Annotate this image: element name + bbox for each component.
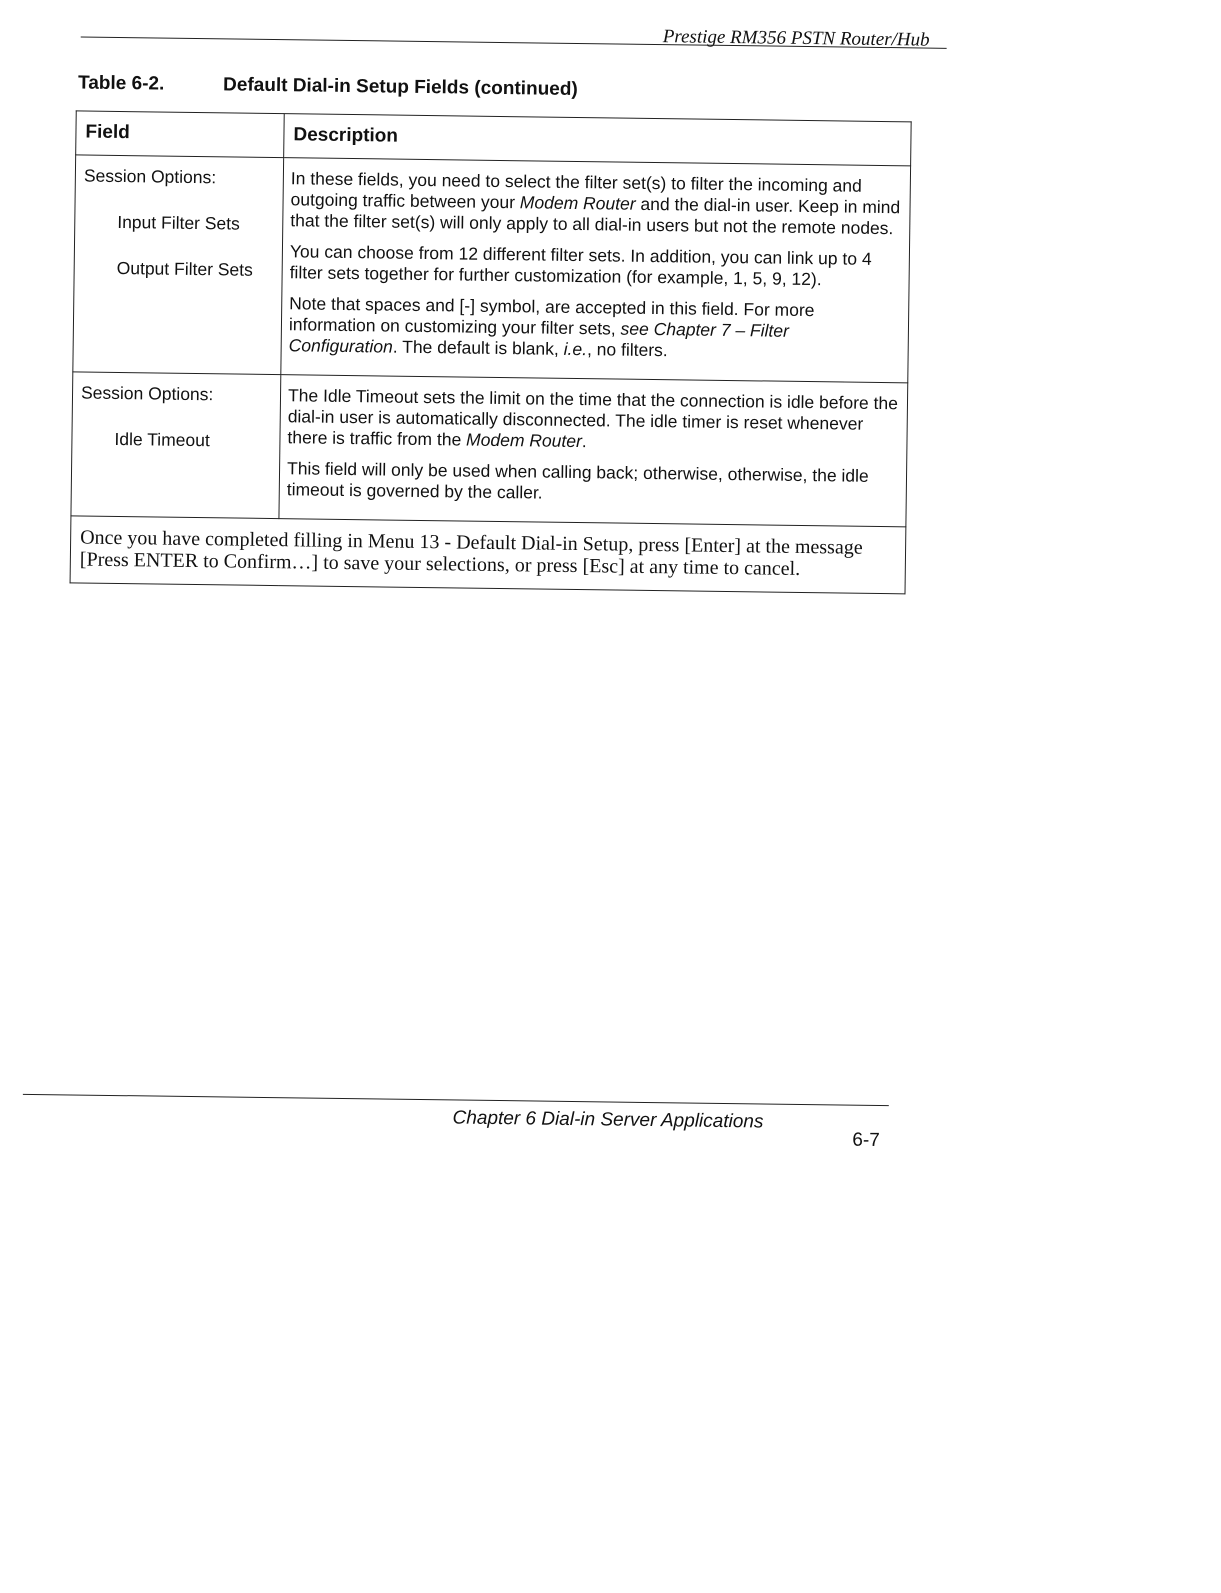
table-caption bbox=[78, 72, 578, 101]
description-cell bbox=[279, 375, 908, 527]
description-text: The Idle Timeout sets the limit on the time that the connection is idle before the dial-in user is automatically disconnected. The idle timer is reset whenever there is traffic from the bbox=[287, 385, 899, 450]
table-number: Table 6-2. bbox=[77, 72, 165, 95]
column-header-field: Field bbox=[76, 111, 285, 158]
description-text: and the dial-in user. Keep in mind that the filter set(s) will only apply to all dial-in users but not the remote nodes. bbox=[290, 193, 901, 239]
chapter-reference: see Chapter 7 – Filter Configuration bbox=[288, 318, 790, 357]
footer-chapter: Chapter 6 Dial-in Server Applications bbox=[452, 1107, 764, 1133]
description-text: Note that spaces and [-] symbol, are accepted in this field. For more information on customizing your filter sets, bbox=[288, 293, 815, 339]
table-row bbox=[71, 372, 908, 527]
subfield-output-filter-sets: Output Filter Sets bbox=[116, 257, 253, 280]
page-number: 6-7 bbox=[852, 1129, 880, 1152]
subfield-input-filter-sets: Input Filter Sets bbox=[117, 211, 240, 234]
table-title: Default Dial-in Setup Fields (continued) bbox=[222, 74, 578, 100]
description-emphasis: Modem Router bbox=[465, 429, 582, 452]
description-paragraph bbox=[290, 168, 902, 239]
fields-table bbox=[70, 110, 912, 594]
description-paragraph bbox=[287, 385, 899, 456]
description-cell bbox=[281, 158, 911, 383]
description-paragraph bbox=[289, 293, 901, 364]
running-header: Prestige RM356 PSTN Router/Hub bbox=[662, 26, 930, 51]
column-header-description: Description bbox=[284, 114, 912, 166]
description-paragraph: This field will only be used when calling back; otherwise, otherwise, the idle timeout is governed by the caller. bbox=[286, 458, 869, 503]
field-name: Session Options: bbox=[83, 165, 217, 188]
description-paragraph: You can choose from 12 different filter sets. In addition, you can link up to 4 filter sets together for further customization (for example, 1, 5, 9, 12). bbox=[289, 241, 872, 290]
field-name: Session Options: bbox=[80, 382, 214, 405]
description-text: . bbox=[581, 431, 587, 452]
table-row bbox=[73, 155, 911, 383]
footer-rule bbox=[23, 1094, 889, 1106]
field-cell bbox=[71, 372, 281, 519]
closing-note-row bbox=[70, 516, 906, 594]
description-emphasis: Modem Router bbox=[519, 192, 636, 214]
description-text: . The default is blank, bbox=[392, 336, 564, 359]
description-text: , no filters. bbox=[586, 339, 668, 361]
description-emphasis: i.e. bbox=[563, 338, 588, 360]
closing-note: Once you have completed filling in Menu 13 - Default Dial-in Setup, press [Enter] at the message [Press ENTER to Confirm…] to save your selections, or press [Esc] at any time to cancel. bbox=[70, 516, 906, 594]
description-text: In these fields, you need to select the filter set(s) to filter the incoming and outgoing traffic between your bbox=[290, 168, 862, 213]
subfield-idle-timeout: Idle Timeout bbox=[114, 428, 210, 451]
field-cell bbox=[73, 155, 284, 375]
